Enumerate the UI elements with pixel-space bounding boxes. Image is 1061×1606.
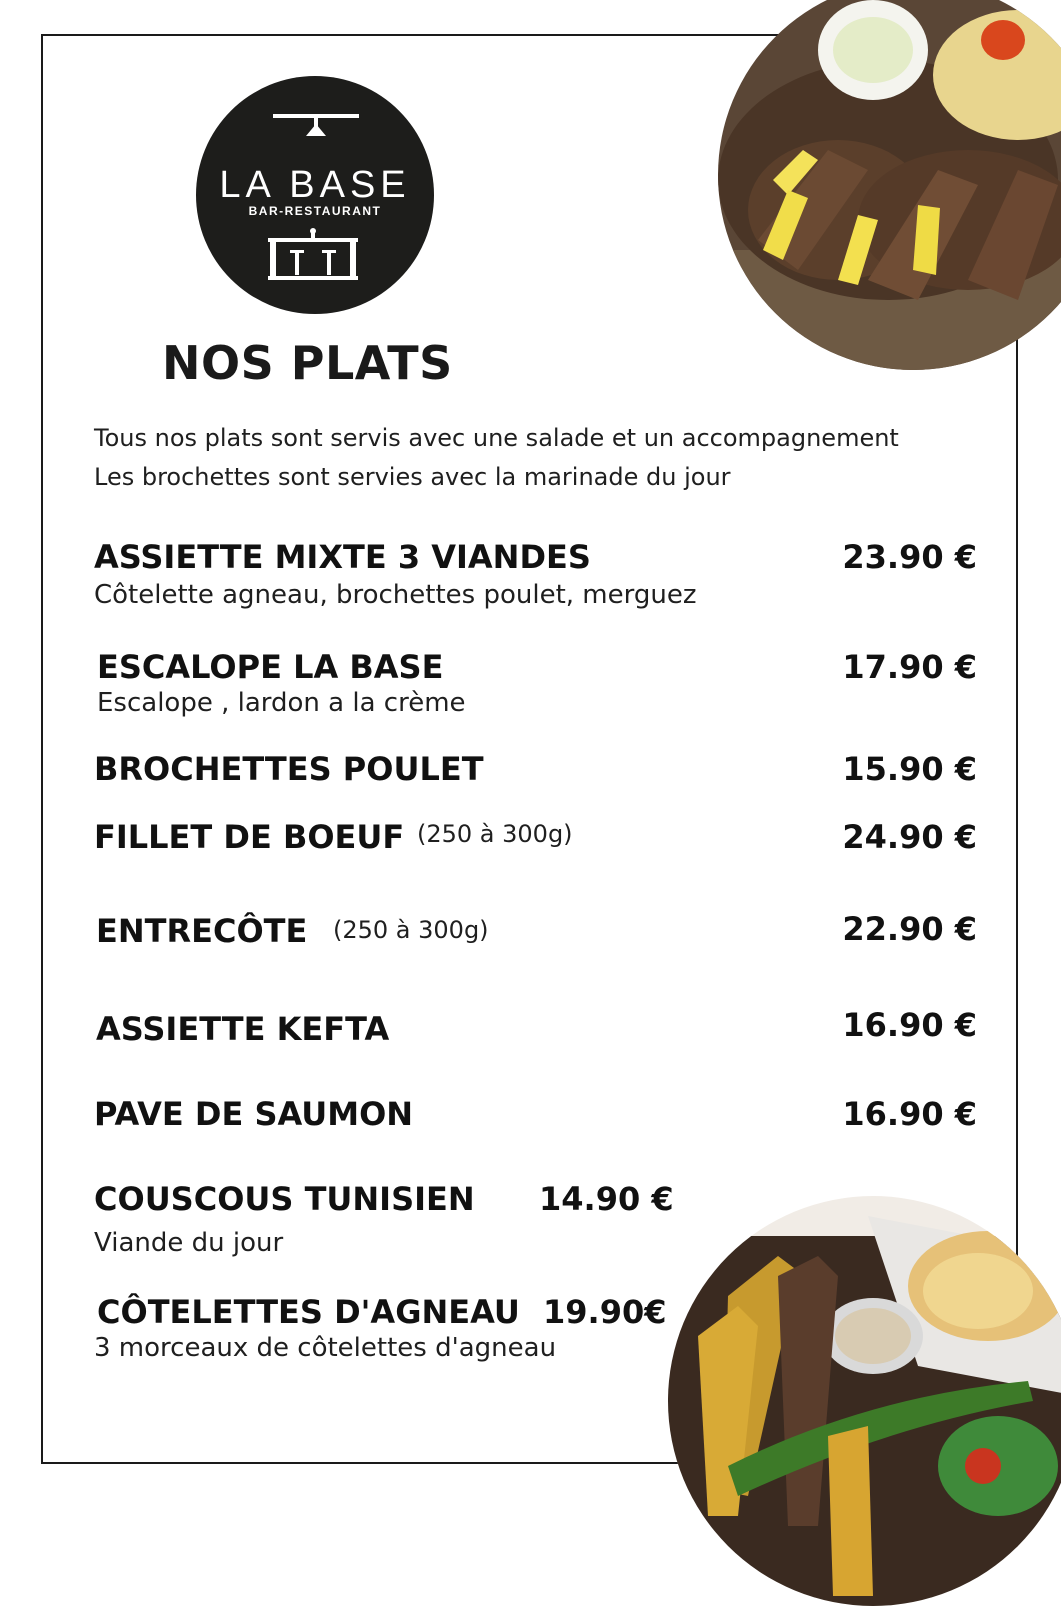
dish-price: 17.90 € [842, 648, 977, 686]
dish-name: CÔTELETTES D'AGNEAU [97, 1293, 520, 1331]
restaurant-logo [196, 76, 434, 314]
dish-price: 23.90 € [842, 538, 977, 576]
intro-line-1: Tous nos plats sont servis avec une salade et un accompagnement [94, 424, 899, 452]
dish-weight-note: (250 à 300g) [417, 820, 573, 848]
dish-price: 22.90 € [842, 910, 977, 948]
dish-name: ESCALOPE LA BASE [97, 648, 444, 686]
dish-name: ENTRECÔTE [96, 912, 308, 950]
logo-title: LA BASE [219, 164, 411, 206]
dish-price: 24.90 € [842, 818, 977, 856]
dish-description: Viande du jour [94, 1228, 284, 1258]
dish-price: 15.90 € [842, 750, 977, 788]
logo-subtitle: BAR-RESTAURANT [248, 204, 382, 218]
dish-description: 3 morceaux de côtelettes d'agneau [94, 1333, 557, 1363]
dish-price: 16.90 € [842, 1095, 977, 1133]
dish-name: PAVE DE SAUMON [94, 1095, 414, 1133]
dish-description: Escalope , lardon a la crème [97, 688, 466, 718]
skewers-photo [668, 1196, 1061, 1606]
lamp-icon [273, 110, 359, 138]
dish-name: COUSCOUS TUNISIEN [94, 1180, 475, 1218]
dish-price: 16.90 € [842, 1006, 977, 1044]
dish-name: ASSIETTE KEFTA [96, 1010, 390, 1048]
bar-counter-icon [268, 228, 358, 282]
dish-weight-note: (250 à 300g) [333, 916, 489, 944]
dish-description: Côtelette agneau, brochettes poulet, merguez [94, 580, 697, 610]
dish-price: 14.90 € [539, 1180, 674, 1218]
dish-name: ASSIETTE MIXTE 3 VIANDES [94, 538, 591, 576]
dish-price: 19.90€ [543, 1293, 667, 1331]
dish-name: BROCHETTES POULET [94, 750, 484, 788]
dish-name: FILLET DE BOEUF [94, 818, 405, 856]
intro-line-2: Les brochettes sont servies avec la marinade du jour [94, 463, 731, 491]
page-title: NOS PLATS [162, 336, 453, 390]
